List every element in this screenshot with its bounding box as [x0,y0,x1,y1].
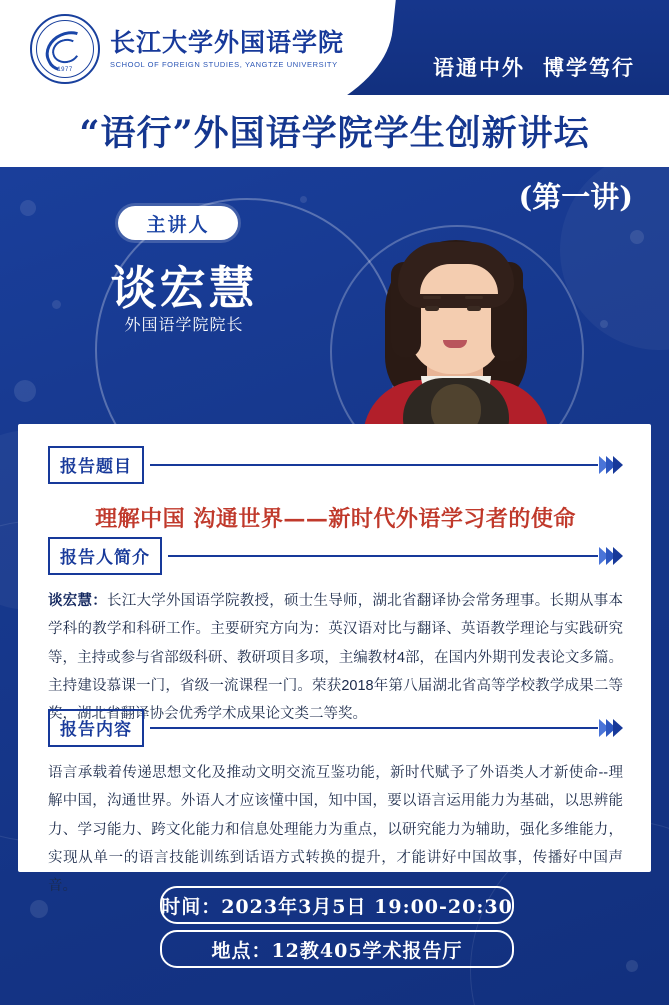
topic-rule [150,464,598,466]
topic-header [48,446,623,484]
page-title: “语行”外国语学院学生创新讲坛 [79,113,590,154]
topic-chevrons-icon [602,456,623,474]
poster-header [0,0,669,95]
school-logo-text [110,29,344,69]
portrait-eye-right [467,306,481,311]
chevron-right-icon [613,719,623,737]
bg-dot-5 [600,320,608,328]
content-card [18,424,651,895]
event-time: 时间：2023年3月5日 19:00-20:30 [160,886,514,924]
bio-speaker-name: 谈宏慧： [48,592,107,609]
bg-dot-3 [14,380,36,402]
section-content [48,709,623,900]
bio-label: 报告人简介 [48,537,162,575]
content-paragraph: 语言承载着传递思想文化及推动文明交流互鉴功能，新时代赋予了外语类人才新使命--理解中国，沟通世界。外语人才应该懂中国，知中国，要以语言运用能力为基础，以思辨能力、学习能力、跨文化能力和信息处理能力为重点，以研究能力为辅助，强化多维能力，实现从单一的语言技能训练到话语方式转换的提升，才能讲好中国故事，传播好中国声音。 [48,765,623,895]
topic-label: 报告题目 [48,446,144,484]
section-bio [48,537,623,728]
portrait-hair-front [398,242,514,308]
bio-chevrons-icon [602,547,623,565]
content-chevrons-icon [602,719,623,737]
header-slogan [415,52,635,82]
portrait-eye-left [425,306,439,311]
bio-paragraph [48,587,623,728]
bg-dot-7 [626,960,638,972]
title-band [0,95,669,167]
bg-dot-8 [300,196,307,203]
slogan-part-1: 语通中外 [433,55,525,80]
school-logo [30,14,344,84]
emblem-year: 1977 [57,67,73,73]
bio-text: 长江大学外国语学院教授，硕士生导师，湖北省翻译协会常务理事。长期从事本学科的教学和科研工作。主要研究方向为：英汉语对比与翻译、英语教学理论与实践研究等，主持或参与省部级科研、教研项目多项，主编教材4部，在国内外期刊发表论文多篇。主持建设慕课一门，省级一流课程一门。荣获2018年第八届湖北省高等学校教学成果二等奖，湖北省翻译协会优秀学术成果论文类二等奖。 [48,593,623,723]
school-name-en: SCHOOL OF FOREIGN STUDIES, YANGTZE UNIVERSITY [110,59,338,69]
content-label: 报告内容 [48,709,144,747]
speaker-portrait [355,228,555,428]
portrait-brow-right [465,296,483,299]
bg-dot-4 [630,230,644,244]
speaker-position: 外国语学院院长 [124,317,244,334]
chevron-right-icon [613,456,623,474]
section-topic [48,446,623,533]
page-subtitle: (第一讲) [518,180,633,214]
bg-dot-1 [20,200,36,216]
bg-dot-2 [52,300,61,309]
topic-text: 理解中国 沟通世界——新时代外语学习者的使命 [95,506,576,532]
content-header [48,709,623,747]
event-place: 地点：12教405学术报告厅 [160,930,514,968]
portrait-brow-left [423,296,441,299]
speaker-badge [118,206,238,240]
chevron-right-icon [613,547,623,565]
speaker-name: 谈宏慧 [110,261,258,315]
bio-rule [168,555,598,557]
slogan-part-2: 博学笃行 [543,55,635,80]
school-name-cn: 长江大学外国语学院 [110,28,345,58]
content-rule [150,727,598,729]
school-emblem-icon [30,14,100,84]
speaker-badge-label: 主讲人 [146,213,210,236]
bg-dot-6 [30,900,48,918]
bio-header [48,537,623,575]
